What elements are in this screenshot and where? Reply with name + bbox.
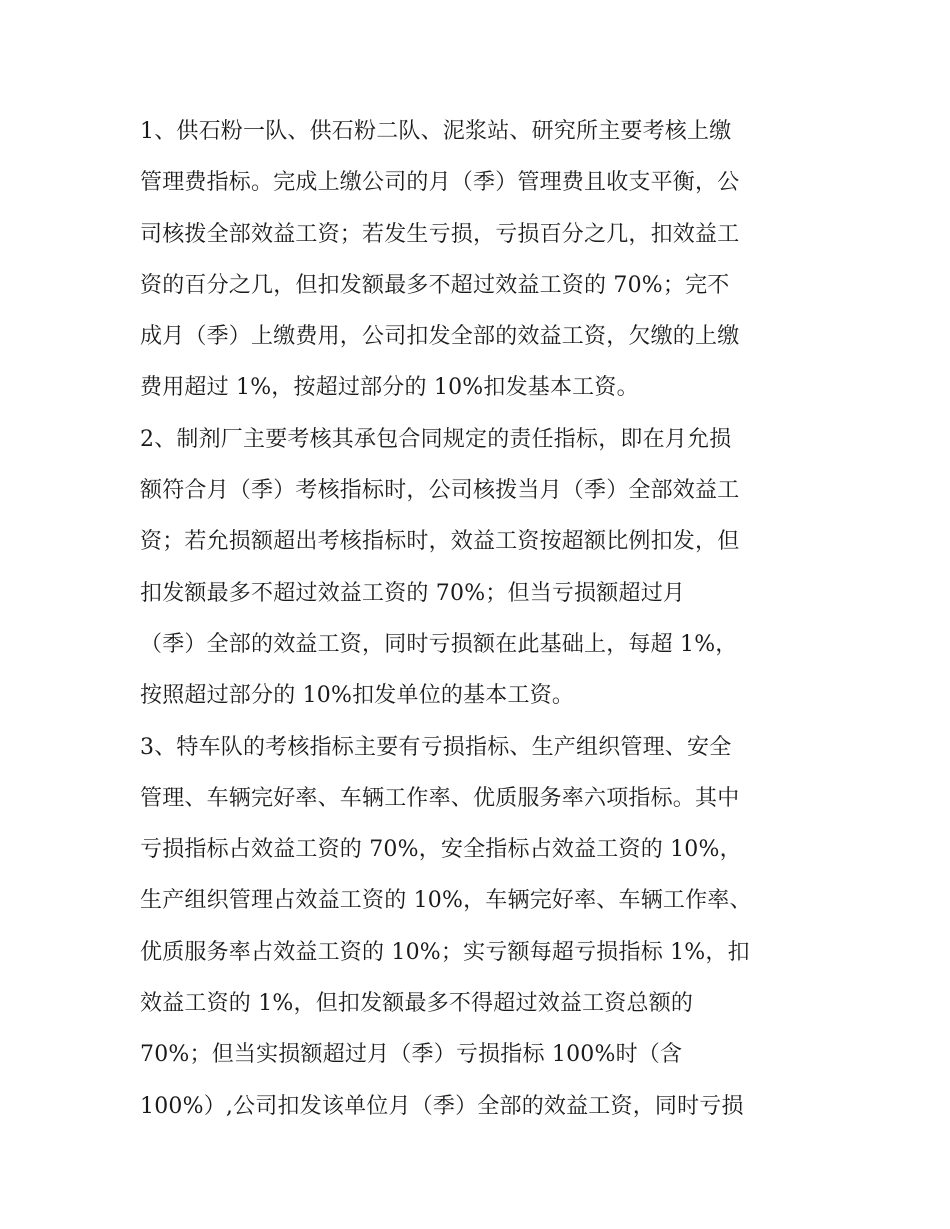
body-text xyxy=(140,106,820,1132)
text-line: 资；若允损额超出考核指标时，效益工资按超额比例扣发，但 xyxy=(140,529,740,555)
text-line: 管理费指标。完成上缴公司的月（季）管理费且收支平衡，公 xyxy=(140,170,740,196)
text-line: 优质服务率占效益工资的 10%；实亏额每超亏损指标 1%，扣 xyxy=(140,939,750,965)
text-line: 生产组织管理占效益工资的 10%，车辆完好率、车辆工作率、 xyxy=(140,888,752,914)
text-line: 按照超过部分的 10%扣发单位的基本工资。 xyxy=(140,683,575,709)
text-line: 司核拨全部效益工资；若发生亏损，亏损百分之几，扣效益工 xyxy=(140,221,740,247)
text-line: 亏损指标占效益工资的 70%，安全指标占效益工资的 10%， xyxy=(140,837,742,863)
text-line: 2、制剂厂主要考核其承包合同规定的责任指标，即在月允损 xyxy=(140,426,732,452)
text-line: 扣发额最多不超过效益工资的 70%；但当亏损额超过月 xyxy=(140,580,686,606)
text-line: 效益工资的 1%，但扣发额最多不得超过效益工资总额的 xyxy=(140,991,694,1017)
text-line: 资的百分之几，但扣发额最多不超过效益工资的 70%；完不 xyxy=(140,272,730,298)
text-line: 成月（季）上缴费用，公司扣发全部的效益工资，欠缴的上缴 xyxy=(140,324,740,350)
text-line: 管理、车辆完好率、车辆工作率、优质服务率六项指标。其中 xyxy=(140,785,740,811)
text-line: 额符合月（季）考核指标时，公司核拨当月（季）全部效益工 xyxy=(140,478,740,504)
text-line: 100%）,公司扣发该单位月（季）全部的效益工资，同时亏损 xyxy=(140,1093,744,1119)
text-line: 3、特车队的考核指标主要有亏损指标、生产组织管理、安全 xyxy=(140,734,732,760)
text-line: （季）全部的效益工资，同时亏损额在此基础上，每超 1%， xyxy=(140,631,738,657)
text-line: 70%；但当实损额超过月（季）亏损指标 100%时（含 xyxy=(140,1042,683,1068)
text-line: 1、供石粉一队、供石粉二队、泥浆站、研究所主要考核上缴 xyxy=(140,119,732,144)
text-line: 费用超过 1%，按超过部分的 10%扣发基本工资。 xyxy=(140,375,639,401)
